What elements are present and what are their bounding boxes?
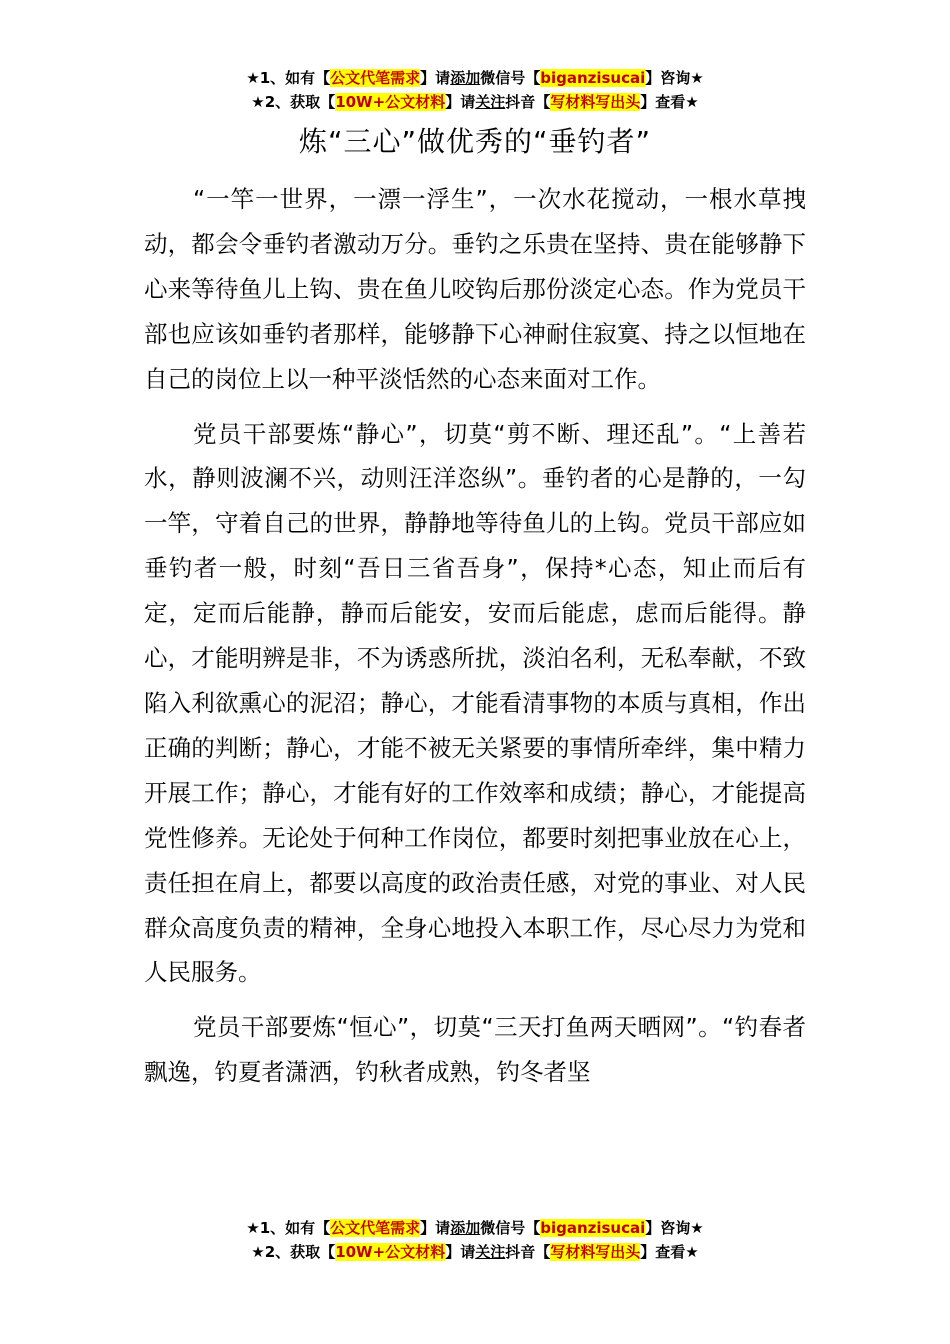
footer-line-2-underlined: 关注 — [475, 1243, 506, 1261]
materials-highlight: 10W+公文材料 — [335, 1243, 446, 1261]
header-banner — [0, 66, 950, 114]
header-line-1-text: 】请 — [420, 69, 451, 87]
document-body — [144, 177, 806, 1105]
footer-line-1-prefix: ★1、如有【 — [246, 1219, 331, 1237]
header-line-2 — [0, 90, 950, 114]
header-line-2-underlined: 关注 — [475, 93, 506, 111]
footer-line-2-prefix: ★2、获取【 — [251, 1243, 336, 1261]
footer-line-2-text: 】请 — [445, 1243, 476, 1261]
header-line-2-text: 】请 — [445, 93, 476, 111]
footer-line-2 — [0, 1240, 950, 1264]
body-paragraph: 党员干部要炼“恒心”，切莫“三天打鱼两天晒网”。“钓春者飘逸，钓夏者潇洒，钓秋者成熟，钓冬者坚 — [144, 1013, 806, 1087]
header-line-2-prefix: ★2、获取【 — [251, 93, 336, 111]
header-line-1-underlined: 添加 — [450, 69, 481, 87]
body-paragraph: “一竿一世界，一漂一浮生”，一次水花搅动，一根水草拽动，都会令垂钓者激动万分。垂钓之乐贵在坚持、贵在能够静下心来等待鱼儿上钩、贵在鱼儿咬钩后那份淡定心态。作为党员干部也应该如垂钓者那样，能够静下心神耐住寂寞、持之以恒地在自己的岗位上以一种平淡恬然的心态来面对工作。 — [144, 185, 806, 393]
footer-banner — [0, 1216, 950, 1264]
header-line-2-suffix: 】查看★ — [640, 93, 699, 111]
body-paragraph: 党员干部要炼“静心”，切莫“剪不断、理还乱”。“上善若水，静则波澜不兴，动则汪洋恣纵”。垂钓者的心是静的，一勾一竿，守着自己的世界，静静地等待鱼儿的上钩。党员干部应如垂钓者一般，时刻“吾日三省吾身”，保持*心态，知止而后有定，定而后能静，静而后能安，安而后能虑，虑而后能得。静心，才能明辨是非，不为诱惑所扰，淡泊名利，无私奉献，不致陷入利欲熏心的泥沼；静心，才能看清事物的本质与真相，作出正确的判断；静心，才能不被无关紧要的事情所牵绊，集中精力开展工作；静心，才能有好的工作效率和成绩；静心，才能提高党性修养。无论处于何种工作岗位，都要时刻把事业放在心上，责任担在肩上，都要以高度的政治责任感，对党的事业、对人民群众高度负责的精神，全身心地投入本职工作，尽心尽力为党和人民服务。 — [144, 419, 806, 987]
wechat-id-highlight: biganzisucai — [540, 69, 646, 87]
header-line-1-suffix: 】咨询★ — [645, 69, 704, 87]
footer-line-1-text: 微信号【 — [480, 1219, 541, 1237]
douyin-account-highlight: 写材料写出头 — [550, 1243, 641, 1261]
service-highlight: 公文代笔需求 — [330, 1219, 421, 1237]
wechat-id-highlight: biganzisucai — [540, 1219, 646, 1237]
materials-highlight: 10W+公文材料 — [335, 93, 446, 111]
header-line-1-prefix: ★1、如有【 — [246, 69, 331, 87]
footer-line-1-text: 】请 — [420, 1219, 451, 1237]
header-line-2-text: 抖音【 — [505, 93, 551, 111]
header-line-1 — [0, 66, 950, 90]
footer-line-2-suffix: 】查看★ — [640, 1243, 699, 1261]
footer-line-2-text: 抖音【 — [505, 1243, 551, 1261]
document-title: 炼“三心”做优秀的“垂钓者” — [298, 125, 652, 158]
douyin-account-highlight: 写材料写出头 — [550, 93, 641, 111]
footer-line-1-underlined: 添加 — [450, 1219, 481, 1237]
header-line-1-text: 微信号【 — [480, 69, 541, 87]
footer-line-1-suffix: 】咨询★ — [645, 1219, 704, 1237]
service-highlight: 公文代笔需求 — [330, 69, 421, 87]
footer-line-1 — [0, 1216, 950, 1240]
